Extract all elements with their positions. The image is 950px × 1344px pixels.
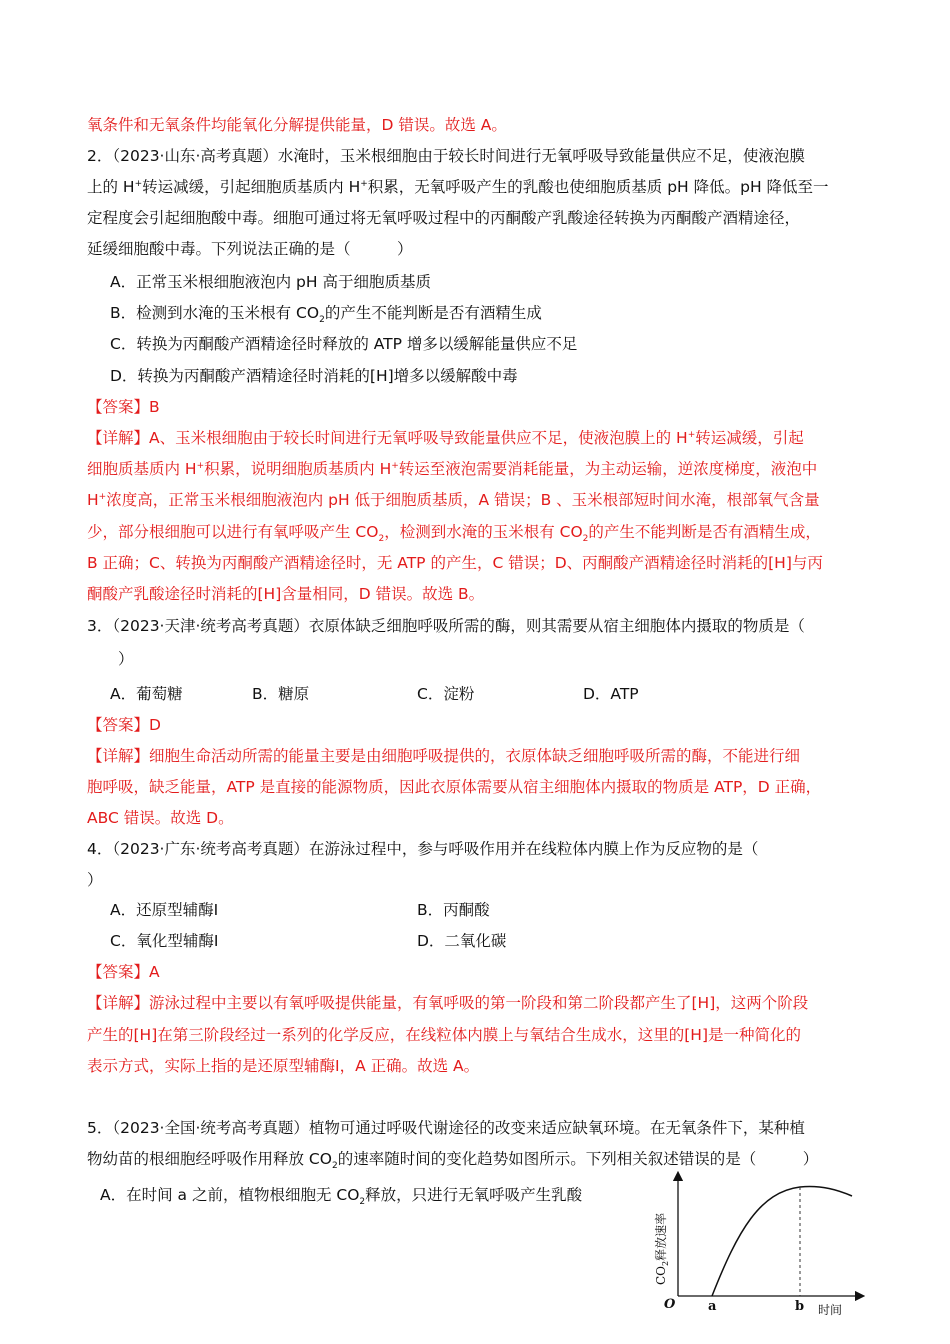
q4-option-d: D．二氧化碳	[417, 932, 507, 950]
q4-option-c: C．氧化型辅酶Ⅰ	[110, 932, 219, 950]
q2-explanation-line: H+浓度高，正常玉米根细胞液泡内 pH 低于细胞质基质，A 错误；B 、玉米根部短时间水淹，根部氧气含量	[87, 491, 820, 509]
q3-explanation-line: 【详解】细胞生命活动所需的能量主要是由细胞呼吸提供的，衣原体缺乏细胞呼吸所需的酶，不能进行细	[87, 747, 801, 765]
q2-option-d: D．转换为丙酮酸产酒精途径时消耗的[H]增多以缓解酸中毒	[110, 367, 518, 385]
q5-option-a: A．在时间 a 之前，植物根细胞无 $CO_2$释放，只进行无氧呼吸产生乳酸	[100, 1186, 583, 1208]
x-axis-label: 时间	[818, 1303, 843, 1317]
q2-explanation-line: 【详解】A、玉米根细胞由于较长时间进行无氧呼吸导致能量供应不足，使液泡膜上的 H+转运减缓，引起	[87, 429, 804, 447]
q5-stem-line: 5．（2023·全国·统考高考真题）植物可通过呼吸代谢途径的改变来适应缺氧环境。在无氧条件下，某种植	[87, 1119, 805, 1137]
q3-explanation-line: ABC 错误。故选 D。	[87, 809, 234, 827]
q2-stem-line: 延缓细胞酸中毒。下列说法正确的是（ ）	[87, 240, 413, 258]
y-axis-label: $CO_2$释放速率	[654, 1212, 670, 1285]
q4-explanation-line: 表示方式，实际上指的是还原型辅酶Ⅰ，A 正确。故选 A。	[87, 1057, 480, 1075]
q2-stem-line: 上的 H+转运减缓，引起细胞质基质内 H+积累，无氧呼吸产生的乳酸也使细胞质基质 pH 降低。pH 降低至一	[87, 178, 829, 196]
q3-answer: 【答案】D	[87, 716, 161, 734]
q3-stem-line: ）	[87, 650, 134, 668]
q4-stem-line: 4．（2023·广东·统考高考真题）在游泳过程中，参与呼吸作用并在线粒体内膜上作为反应物的是（	[87, 840, 759, 858]
q3-option-c: C．淀粉	[417, 685, 475, 703]
q2-explanation-line: 少，部分根细胞可以进行有氧呼吸产生 $CO_2$，检测到水淹的玉米根有 $CO_2$的产生不能判断是否有酒精生成，	[87, 523, 821, 545]
q4-option-a: A．还原型辅酶Ⅰ	[110, 901, 219, 919]
q3-option-a: A．葡萄糖	[110, 685, 183, 703]
tick-label-b: b	[795, 1299, 805, 1314]
rate-curve	[712, 1187, 852, 1296]
q4-explanation-line: 产生的[H]在第三阶段经过一系列的化学反应，在线粒体内膜上与氧结合生成水，这里的[H]是一种简化的	[87, 1026, 802, 1044]
q4-option-b: B．丙酮酸	[417, 901, 490, 919]
q4-stem-line: ）	[87, 871, 103, 889]
q2-explanation-line: 细胞质基质内 H+积累，说明细胞质基质内 H+转运至液泡需要消耗能量，为主动运输，逆浓度梯度，液泡中	[87, 460, 818, 478]
origin-label: O	[664, 1297, 676, 1312]
q2-stem-line: 定程度会引起细胞酸中毒。细胞可通过将无氧呼吸过程中的丙酮酸产乳酸途径转换为丙酮酸产酒精途径，	[87, 209, 801, 227]
q3-stem-line: 3．（2023·天津·统考高考真题）衣原体缺乏细胞呼吸所需的酶，则其需要从宿主细胞体内摄取的物质是（	[87, 617, 805, 635]
q2-stem-line: 2．（2023·山东·高考真题）水淹时，玉米根细胞由于较长时间进行无氧呼吸导致能量供应不足，使液泡膜	[87, 147, 805, 165]
q3-explanation-line: 胞呼吸，缺乏能量，ATP 是直接的能源物质，因此衣原体需要从宿主细胞体内摄取的物质是 ATP，D 正确，	[87, 778, 822, 796]
q5-stem-line: 物幼苗的根细胞经呼吸作用释放 $CO_2$的速率随时间的变化趋势如图所示。下列相关叙述错误的是（ ）	[87, 1150, 819, 1172]
q3-option-b: B．糖原	[252, 685, 310, 703]
q3-option-d: D．ATP	[583, 685, 639, 703]
q2-option-a: A．正常玉米根细胞液泡内 pH 高于细胞质基质	[110, 273, 431, 291]
q2-explanation-line: 酮酸产乳酸途径时消耗的[H]含量相同，D 错误。故选 B。	[87, 585, 485, 603]
q4-answer: 【答案】A	[87, 963, 160, 981]
q1-explanation-tail: 氧条件和无氧条件均能氧化分解提供能量，D 错误。故选 A。	[87, 116, 507, 134]
co2-release-rate-graph	[650, 1170, 870, 1320]
tick-label-a: a	[708, 1299, 717, 1314]
q2-explanation-line: B 正确；C、转换为丙酮酸产酒精途径时，无 ATP 的产生，C 错误；D、丙酮酸产酒精途径时消耗的[H]与丙	[87, 554, 823, 572]
q2-option-b: B．检测到水淹的玉米根有 $CO_2$的产生不能判断是否有酒精生成	[110, 304, 542, 326]
q2-option-c: C．转换为丙酮酸产酒精途径时释放的 ATP 增多以缓解能量供应不足	[110, 335, 578, 353]
q4-explanation-line: 【详解】游泳过程中主要以有氧呼吸提供能量，有氧呼吸的第一阶段和第二阶段都产生了[H]，这两个阶段	[87, 994, 809, 1012]
q2-answer: 【答案】B	[87, 398, 160, 416]
